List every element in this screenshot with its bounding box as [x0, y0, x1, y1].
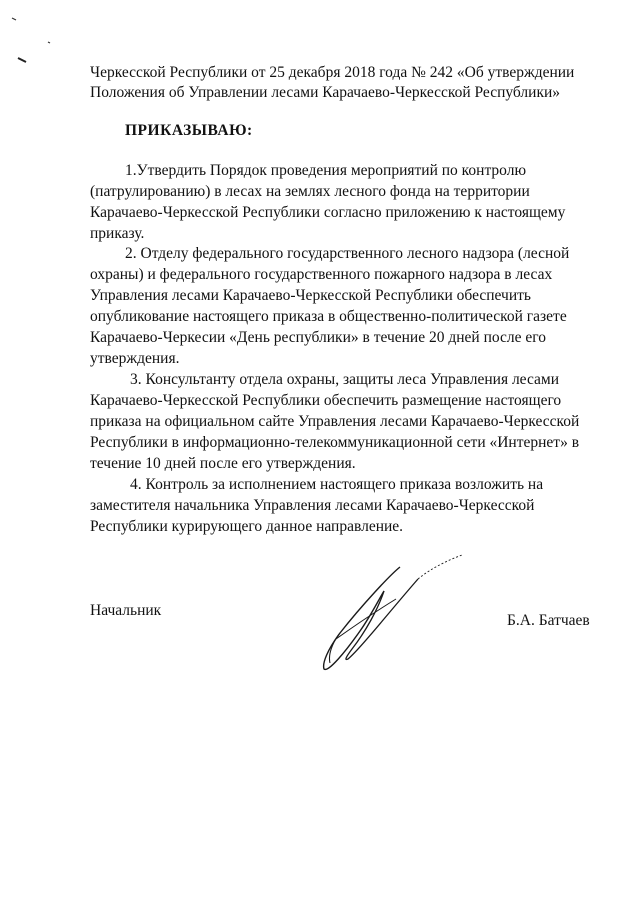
item-2-line-1: 2. Отделу федерального государственного лесного надзора (лесной [125, 245, 570, 262]
item-3-line-2: Карачаево-Черкесской Республики обеспечить размещение настоящего [90, 392, 562, 409]
item-4-line-2: заместителя начальника Управления лесами Карачаево-Черкесской [90, 497, 535, 514]
scan-marks [0, 0, 80, 80]
item-1-line-4: приказу. [90, 225, 145, 242]
item-1-line-3: Карачаево-Черкесской Республики согласно приложению к настоящему [90, 204, 566, 221]
order-heading: ПРИКАЗЫВАЮ: [125, 122, 253, 139]
item-1-line-1: 1.Утвердить Порядок проведения мероприятий по контролю [125, 162, 527, 179]
item-2-line-2: охраны) и федерального государственного пожарного надзора в лесах [90, 266, 553, 283]
handwritten-signature [300, 545, 480, 685]
intro-line-1: Черкесской Республики от 25 декабря 2018 года № 242 «Об утверждении [90, 64, 575, 81]
item-2-line-4: опубликование настоящего приказа в общественно-политической газете [90, 308, 567, 325]
item-2-line-3: Управления лесами Карачаево-Черкесской Республики обеспечить [90, 287, 531, 304]
intro-line-2: Положения об Управлении лесами Карачаево-Черкесской Республики» [90, 84, 561, 101]
item-3-line-1: 3. Консультанту отдела охраны, защиты леса Управления лесами [130, 371, 560, 388]
item-3-line-4: Республики в информационно-телекоммуникационной сети «Интернет» в [90, 434, 580, 451]
signatory-name: Б.А. Батчаев [507, 612, 590, 629]
item-2-line-6: утверждения. [90, 350, 180, 367]
item-4-line-1: 4. Контроль за исполнением настоящего приказа возложить на [130, 476, 544, 493]
item-1-line-2: (патрулированию) в лесах на землях лесного фонда на территории [90, 183, 530, 200]
item-4-line-3: Республики курирующего данное направление. [90, 518, 404, 535]
item-3-line-5: течение 10 дней после его утверждения. [90, 455, 356, 472]
item-3-line-3: приказа на официальном сайте Управления лесами Карачаево-Черкесской [90, 413, 580, 430]
signatory-position: Начальник [90, 602, 162, 619]
item-2-line-5: Карачаево-Черкесии «День республики» в течение 20 дней после его [90, 329, 546, 346]
